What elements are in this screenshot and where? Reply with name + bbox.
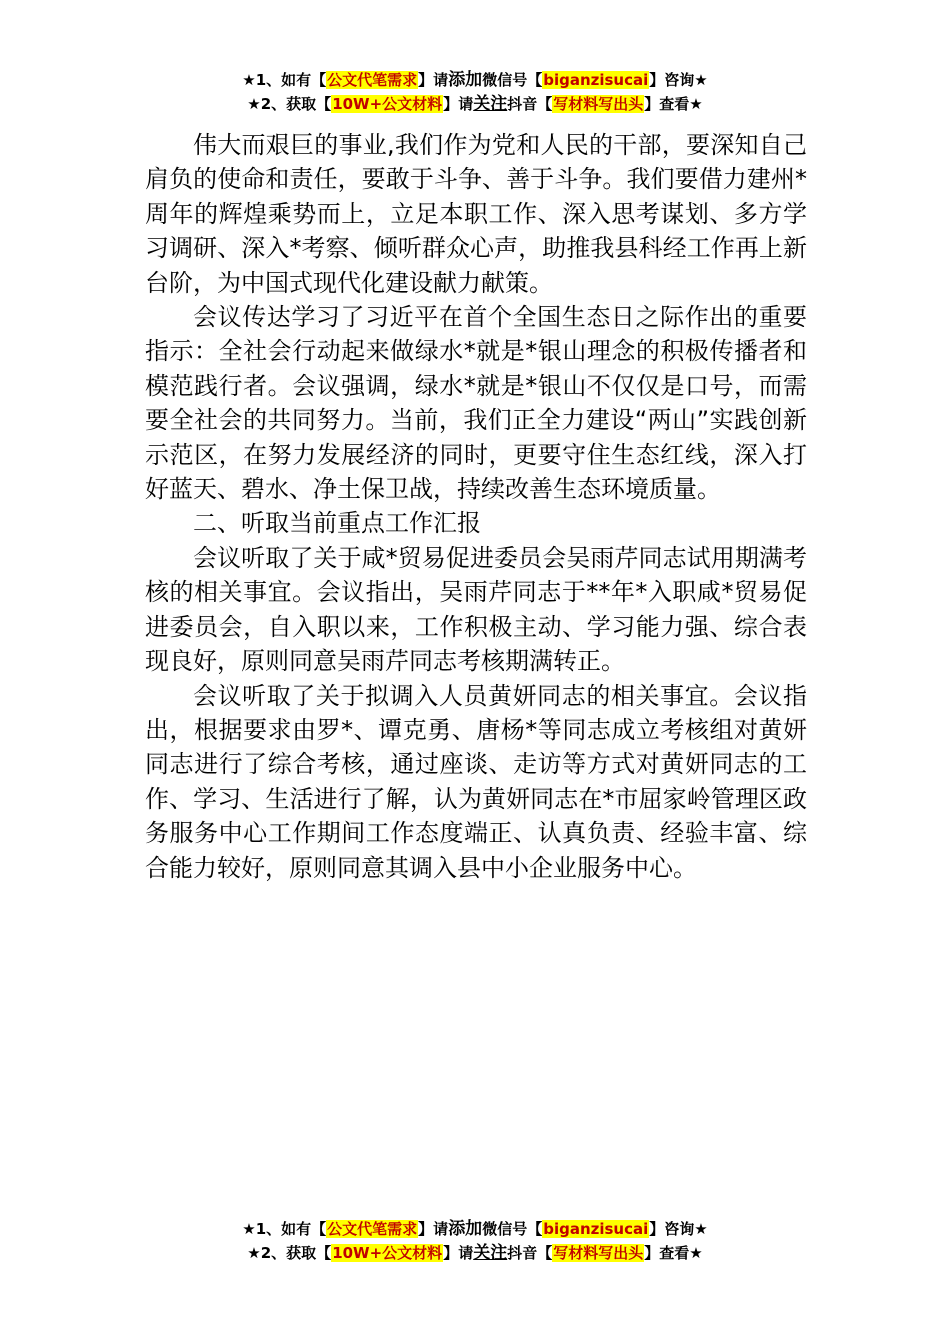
banner-emphasis: 添加 xyxy=(448,70,483,90)
banner-highlight: 10W+公文材料 xyxy=(332,1244,443,1262)
banner-highlight: 10W+公文材料 xyxy=(332,95,443,113)
banner-text: 】咨询★ xyxy=(649,1220,708,1238)
banner-emphasis: 关注 xyxy=(473,94,508,114)
banner-text: 】请 xyxy=(418,1220,449,1238)
section-heading: 二、听取当前重点工作汇报 xyxy=(193,509,481,538)
header-banner xyxy=(0,68,950,116)
paragraph: 伟大而艰巨的事业,我们作为党和人民的干部，要深知自己肩负的使命和责任，要敢于斗争、善于斗争。我们要借力建州*周年的辉煌乘势而上，立足本职工作、深入思考谋划、多方学习调研、深入*考察、倾听群众心声，助推我县科经工作再上新台阶，为中国式现代化建设献力献策。 xyxy=(145,131,807,297)
banner-text: ★2、获取【 xyxy=(247,1244,332,1262)
banner-highlight: 公文代笔需求 xyxy=(327,1220,418,1238)
banner-text: 】查看★ xyxy=(644,1244,703,1262)
wechat-id-highlight: biganzisucai xyxy=(543,71,649,89)
banner-text: 抖音【 xyxy=(507,1244,553,1262)
banner-text: ★1、如有【 xyxy=(242,71,327,89)
wechat-id-highlight: biganzisucai xyxy=(543,1220,649,1238)
banner-text: ★1、如有【 xyxy=(242,1220,327,1238)
paragraph: 会议传达学习了习近平在首个全国生态日之际作出的重要指示：全社会行动起来做绿水*就是*银山理念的积极传播者和模范践行者。会议强调，绿水*就是*银山不仅仅是口号，而需要全社会的共同努力。当前，我们正全力建设“两山”实践创新示范区，在努力发展经济的同时，更要守住生态红线，深入打好蓝天、碧水、净土保卫战，持续改善生态环境质量。 xyxy=(145,303,807,504)
paragraph: 会议听取了关于咸*贸易促进委员会吴雨芹同志试用期满考核的相关事宜。会议指出，吴雨芹同志于**年*入职咸*贸易促进委员会，自入职以来，工作积极主动、学习能力强、综合表现良好，原则同意吴雨芹同志考核期满转正。 xyxy=(145,543,807,676)
banner-line-1 xyxy=(0,1217,950,1241)
douyin-id-highlight: 写材料写出头 xyxy=(553,95,644,113)
banner-text: 】请 xyxy=(443,1244,474,1262)
banner-text: 】查看★ xyxy=(644,95,703,113)
banner-line-2 xyxy=(0,1241,950,1265)
banner-emphasis: 添加 xyxy=(448,1219,483,1239)
banner-text: ★2、获取【 xyxy=(247,95,332,113)
banner-line-2 xyxy=(0,92,950,116)
paragraph: 会议听取了关于拟调入人员黄妍同志的相关事宜。会议指出，根据要求由罗*、谭克勇、唐杨*等同志成立考核组对黄妍同志进行了综合考核，通过座谈、走访等方式对黄妍同志的工作、学习、生活进行了解，认为黄妍同志在*市屈家岭管理区政务服务中心工作期间工作态度端正、认真负责、经验丰富、综合能力较好，原则同意其调入县中小企业服务中心。 xyxy=(145,681,807,882)
banner-emphasis: 关注 xyxy=(473,1243,508,1263)
banner-text: 】请 xyxy=(443,95,474,113)
banner-text: 微信号【 xyxy=(482,71,543,89)
banner-text: 】咨询★ xyxy=(649,71,708,89)
document-body xyxy=(145,128,807,885)
banner-text: 抖音【 xyxy=(507,95,553,113)
banner-line-1 xyxy=(0,68,950,92)
banner-highlight: 公文代笔需求 xyxy=(327,71,418,89)
banner-text: 】请 xyxy=(418,71,449,89)
banner-text: 微信号【 xyxy=(482,1220,543,1238)
douyin-id-highlight: 写材料写出头 xyxy=(553,1244,644,1262)
footer-banner xyxy=(0,1217,950,1265)
